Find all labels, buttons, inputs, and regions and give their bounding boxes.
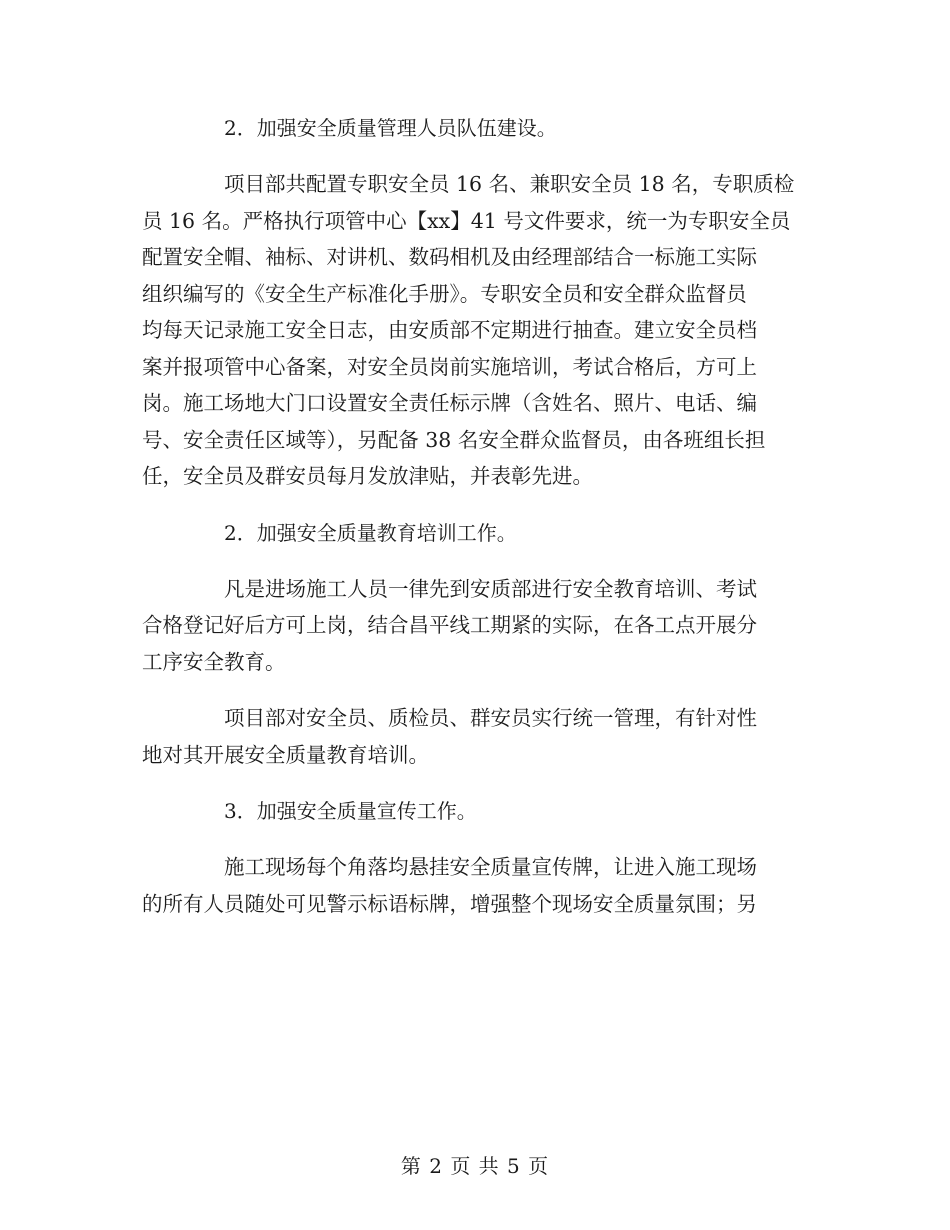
- paragraph-line: 配置安全帽、袖标、对讲机、数码相机及由经理部结合一标施工实际: [142, 245, 757, 269]
- document-body: [142, 110, 807, 942]
- paragraph-line: 任，安全员及群安员每月发放津贴，并表彰先进。: [142, 464, 593, 488]
- paragraph-line: 岗。施工场地大门口设置安全责任标示牌（含姓名、照片、电话、编: [142, 391, 757, 415]
- paragraph-line: 均每天记录施工安全日志，由安质部不定期进行抽查。建立安全员档: [142, 318, 757, 342]
- paragraph-line: 合格登记好后方可上岗，结合昌平线工期紧的实际，在各工点开展分: [142, 613, 757, 637]
- paragraph-line: 组织编写的《安全生产标准化手册》。专职安全员和安全群众监督员: [142, 281, 747, 306]
- paragraph-line: 工序安全教育。: [142, 649, 286, 674]
- paragraph: [142, 571, 807, 681]
- section-heading: 2．加强安全质量管理人员队伍建设。: [224, 116, 557, 140]
- paragraph: [142, 700, 807, 773]
- paragraph-line: 员 16 名。严格执行项管中心【xx】41 号文件要求，统一为专职安全员: [142, 208, 791, 233]
- section-heading: 2．加强安全质量教育培训工作。: [224, 520, 517, 545]
- paragraph-line: 的所有人员随处可见警示标语标牌，增强整个现场安全质量氛围；另: [142, 891, 757, 916]
- paragraph-line: 项目部对安全员、质检员、群安员实行统一管理，有针对性: [224, 706, 757, 730]
- paragraph-line: 地对其开展安全质量教育培训。: [142, 742, 429, 767]
- page-footer: 第 2 页 共 5 页: [400, 1154, 550, 1178]
- paragraph-line: 施工现场每个角落均悬挂安全质量宣传牌，让进入施工现场: [224, 855, 757, 879]
- paragraph: [142, 166, 807, 495]
- paragraph-line: 项目部共配置专职安全员 16 名、兼职安全员 18 名，专职质检: [224, 172, 795, 196]
- paragraph-line: 凡是进场施工人员一律先到安质部进行安全教育培训、考试: [224, 576, 757, 601]
- paragraph: [142, 849, 807, 922]
- paragraph-line: 案并报项管中心备案，对安全员岗前实施培训，考试合格后，方可上: [142, 354, 757, 379]
- section-heading: 3．加强安全质量宣传工作。: [224, 799, 477, 823]
- paragraph-line: 号、安全责任区域等），另配备 38 名安全群众监督员，由各班组长担: [142, 427, 766, 452]
